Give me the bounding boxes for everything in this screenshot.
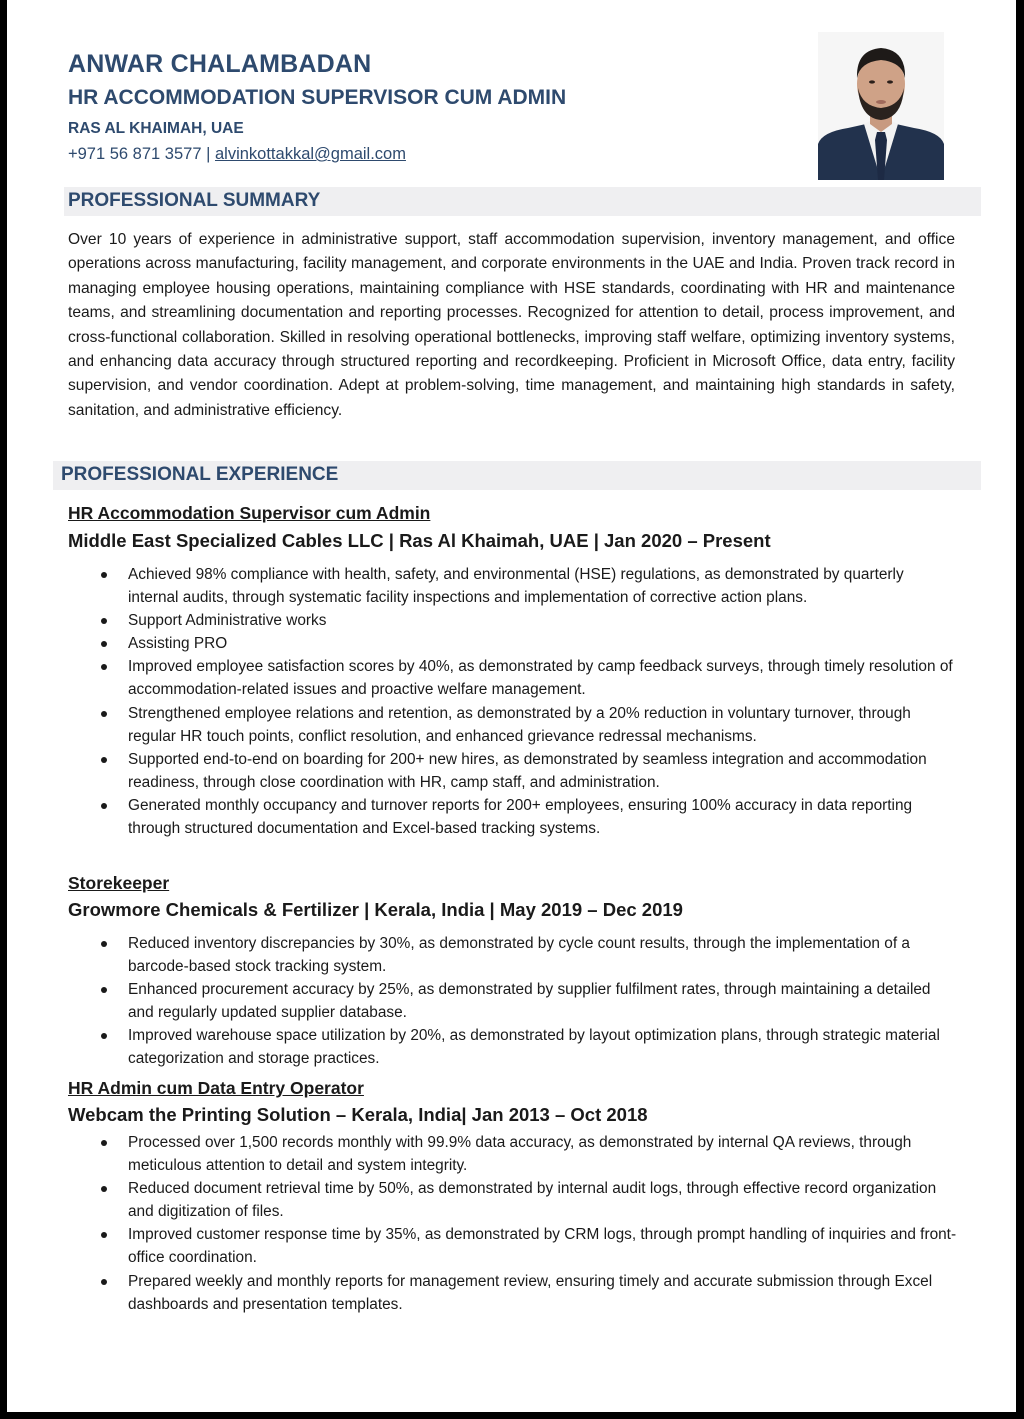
job-bullet-list	[128, 932, 958, 1071]
phone-number: +971 56 871 3577	[68, 145, 202, 163]
summary-text: Over 10 years of experience in administrative support, staff accommodation supervision, inventory management, and office operations across manufacturing, facility management, and corporate environments in the UAE and India. Proven track record in managing employee housing operations, maintaining compliance with HSE standards, coordinating with HR and maintenance teams, and streamlining documentation and reporting processes. Recognized for attention to detail, process improvement, and cross-functional collaboration. Skilled in resolving operational bottlenecks, improving staff welfare, optimizing inventory systems, and enhancing data accuracy through structured reporting and recordkeeping. Proficient in Microsoft Office, data entry, facility supervision, and vendor coordination. Adept at problem-solving, time management, and maintaining high standards in safety, sanitation, and administrative efficiency.	[68, 231, 955, 419]
list-item: Reduced inventory discrepancies by 30%, as demonstrated by cycle count results, through the implementation of a barcode-based stock tracking system.	[128, 932, 958, 978]
list-item: Improved customer response time by 35%, as demonstrated by CRM logs, through prompt handling of inquiries and front-office coordination.	[128, 1223, 958, 1269]
list-item: Supported end-to-end on boarding for 200+ new hires, as demonstrated by seamless integration and accommodation readiness, through close coordination with HR, camp staff, and administration.	[128, 748, 958, 794]
job-company-meta: Growmore Chemicals & Fertilizer | Kerala, India | May 2019 – Dec 2019	[68, 899, 683, 920]
job-title: HR Accommodation Supervisor cum Admin	[68, 503, 431, 523]
job-title: Storekeeper	[68, 873, 170, 893]
list-item: Prepared weekly and monthly reports for management review, ensuring timely and accurate submission through Excel dashboards and presentation templates.	[128, 1270, 958, 1316]
list-item: Reduced document retrieval time by 50%, as demonstrated by internal audit logs, through effective record organization and digitization of files.	[128, 1177, 958, 1223]
list-item: Generated monthly occupancy and turnover reports for 200+ employees, ensuring 100% accuracy in data reporting through structured documentation and Excel-based tracking systems.	[128, 794, 958, 840]
profile-photo	[818, 32, 944, 180]
email-link[interactable]: alvinkottakkal@gmail.com	[214, 145, 406, 163]
list-item: Support Administrative works	[128, 609, 958, 632]
list-item: Processed over 1,500 records monthly with 99.9% data accuracy, as demonstrated by internal QA reviews, through meticulous attention to detail and system integrity.	[128, 1131, 958, 1177]
contact-line	[68, 145, 406, 164]
list-item: Strengthened employee relations and retention, as demonstrated by a 20% reduction in voluntary turnover, through regular HR touch points, conflict resolution, and enhanced grievance redressal mechanisms.	[128, 702, 958, 748]
job-company-meta: Middle East Specialized Cables LLC | Ras Al Khaimah, UAE | Jan 2020 – Present	[68, 530, 771, 551]
resume-page	[7, 0, 1016, 1412]
list-item: Achieved 98% compliance with health, safety, and environmental (HSE) regulations, as demonstrated by quarterly internal audits, through systematic facility inspections and implementation of corrective action plans.	[128, 563, 958, 609]
job-company-meta: Webcam the Printing Solution – Kerala, India| Jan 2013 – Oct 2018	[68, 1104, 648, 1125]
experience-heading: PROFESSIONAL EXPERIENCE	[61, 464, 339, 485]
list-item: Improved warehouse space utilization by 20%, as demonstrated by layout optimization plans, through strategic material categorization and storage practices.	[128, 1024, 958, 1070]
list-item: Improved employee satisfaction scores by 40%, as demonstrated by camp feedback surveys, through timely resolution of accommodation-related issues and proactive welfare management.	[128, 655, 958, 701]
summary-heading: PROFESSIONAL SUMMARY	[68, 190, 321, 211]
list-item: Assisting PRO	[128, 632, 958, 655]
list-item: Enhanced procurement accuracy by 25%, as demonstrated by supplier fulfilment rates, through maintaining a detailed and regularly updated supplier database.	[128, 978, 958, 1024]
candidate-location: RAS AL KHAIMAH, UAE	[68, 120, 244, 137]
contact-separator: |	[201, 145, 215, 163]
job-bullet-list	[128, 1131, 958, 1316]
experience-section-header	[53, 461, 981, 490]
job-bullet-list	[128, 563, 958, 840]
summary-section-header	[64, 187, 981, 216]
candidate-title: HR ACCOMMODATION SUPERVISOR CUM ADMIN	[68, 86, 567, 109]
candidate-name: ANWAR CHALAMBADAN	[68, 50, 372, 78]
person-portrait-icon	[818, 32, 944, 180]
job-title: HR Admin cum Data Entry Operator	[68, 1078, 364, 1098]
